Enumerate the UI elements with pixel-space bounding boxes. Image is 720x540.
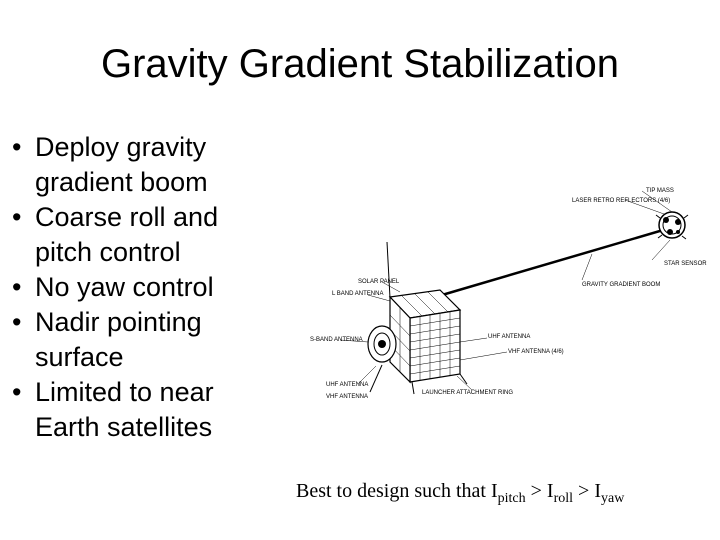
label-retro-reflectors: LASER RETRO REFLECTORS (4/6): [572, 198, 671, 204]
caption-text: Best to design such that I: [296, 480, 498, 502]
bullet-dot: •: [12, 307, 22, 337]
bullet-text: No yaw control: [35, 272, 214, 302]
label-uhf-antenna-right: UHF ANTENNA: [488, 334, 531, 340]
bullet-item: [8, 375, 270, 445]
caption-sub-roll: roll: [553, 491, 574, 506]
antenna-rod: [412, 382, 414, 394]
satellite-body: [390, 290, 460, 382]
label-solar-panel: SOLAR PANEL: [358, 279, 400, 285]
satellite-drawing: [292, 170, 712, 450]
antenna-rod: [387, 242, 390, 298]
bullet-item: [8, 130, 270, 200]
bullet-list: [8, 130, 270, 445]
caption-sub-yaw: yaw: [601, 491, 625, 506]
bullet-text: Nadir pointing surface: [35, 307, 202, 372]
label-star-sensor: STAR SENSOR: [664, 261, 707, 267]
tip-mass: [656, 212, 688, 239]
bullet-text: Coarse roll and pitch control: [35, 202, 219, 267]
bullet-item: [8, 305, 270, 375]
label-gravity-gradient-boom: GRAVITY GRADIENT BOOM: [582, 282, 661, 288]
caption-sub-pitch: pitch: [497, 491, 526, 506]
satellite-illustration: [292, 170, 712, 450]
bullet-item: [8, 270, 270, 305]
bullet-dot: •: [12, 272, 22, 302]
inertia-caption: [296, 480, 624, 507]
label-launcher-ring: LAUNCHER ATTACHMENT RING: [422, 390, 514, 396]
caption-text: > I: [525, 480, 554, 502]
bullet-text: Limited to near Earth satellites: [35, 377, 214, 442]
slide-title: Gravity Gradient Stabilization: [100, 42, 619, 86]
label-l-band-antenna: L BAND ANTENNA: [332, 291, 384, 297]
bullet-dot: •: [12, 377, 22, 407]
bullet-item: [8, 200, 270, 270]
bullet-dot: •: [12, 202, 22, 232]
bullet-text: Deploy gravity gradient boom: [35, 132, 208, 197]
antenna-rod: [460, 374, 467, 384]
label-vhf-antenna: VHF ANTENNA (4/6): [508, 349, 564, 355]
label-tip-mass: TIP MASS: [646, 188, 674, 194]
label-vhf-antenna-low: VHF ANTENNA: [326, 394, 369, 400]
label-s-band-antenna: S-BAND ANTENNA: [310, 337, 363, 343]
label-uhf-antenna: UHF ANTENNA: [326, 382, 369, 388]
bullet-dot: •: [12, 132, 22, 162]
s-band-antenna: [368, 326, 396, 362]
antenna-rod: [370, 365, 382, 392]
caption-text: > I: [573, 480, 601, 502]
